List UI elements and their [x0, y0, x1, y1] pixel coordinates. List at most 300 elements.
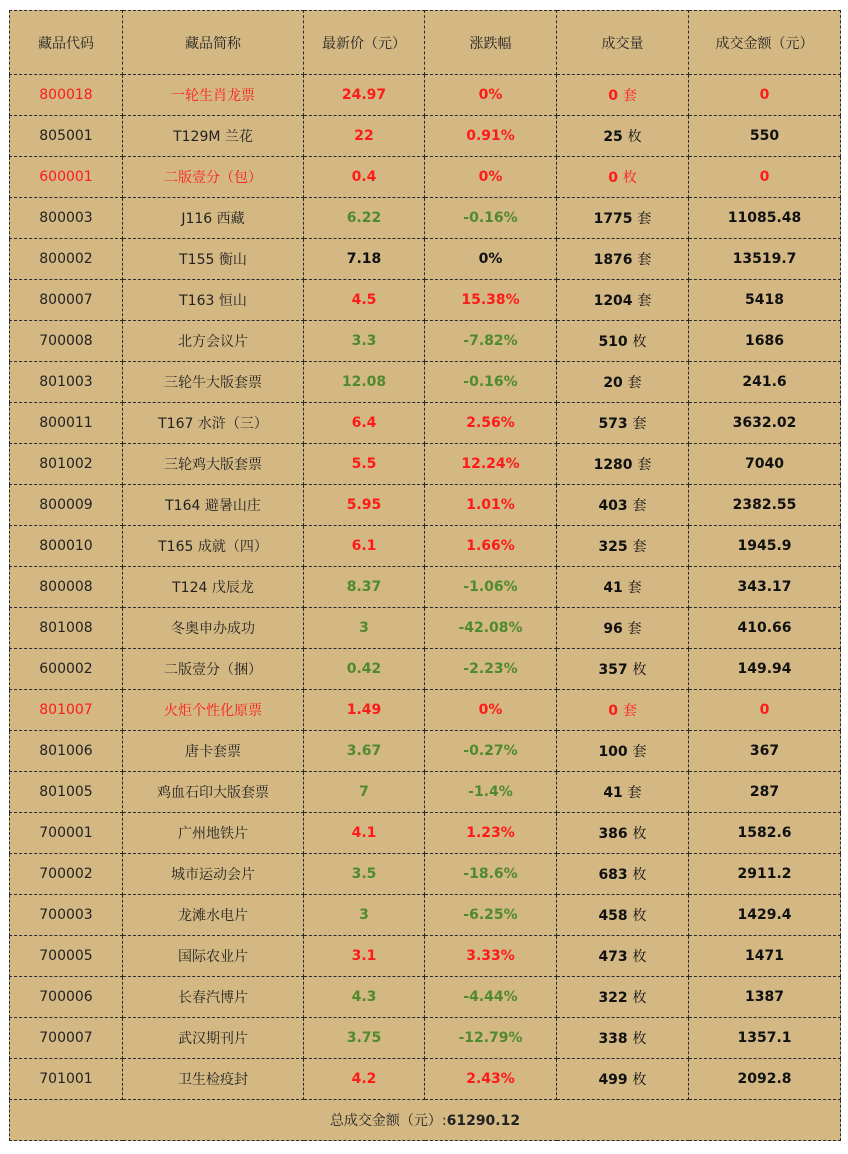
cell-amount — [689, 936, 841, 977]
table-row — [10, 977, 841, 1018]
cell-code — [10, 116, 123, 157]
cell-amount-value: 13519.7 — [732, 251, 797, 267]
cell-price — [304, 567, 425, 608]
cell-code — [10, 813, 123, 854]
cell-volume — [557, 854, 689, 895]
cell-volume — [557, 936, 689, 977]
cell-amount — [689, 280, 841, 321]
cell-name — [123, 854, 304, 895]
cell-change — [425, 772, 557, 813]
cell-change-value: -7.82% — [463, 333, 518, 349]
cell-price — [304, 936, 425, 977]
cell-name-value: 二版壹分（捆） — [164, 662, 262, 678]
cell-amount — [689, 321, 841, 362]
cell-name — [123, 649, 304, 690]
total-amount-value: 61290.12 — [446, 1113, 521, 1129]
quotes-table — [9, 10, 841, 1141]
cell-price-value: 24.97 — [341, 87, 387, 103]
cell-change-value: 1.01% — [466, 497, 515, 513]
cell-change-value: 2.56% — [466, 415, 515, 431]
cell-volume-value: 357 — [598, 662, 628, 678]
cell-code — [10, 157, 123, 198]
cell-amount-value: 2911.2 — [737, 866, 792, 882]
cell-price-value: 0.42 — [346, 661, 382, 677]
cell-code — [10, 1059, 123, 1100]
cell-volume — [557, 608, 689, 649]
cell-name-value: 国际农业片 — [178, 949, 248, 965]
cell-code-value: 800010 — [39, 538, 93, 554]
cell-change-value: 0.91% — [466, 128, 515, 144]
cell-volume-value: 458 — [598, 908, 628, 924]
table-row — [10, 157, 841, 198]
cell-code — [10, 239, 123, 280]
cell-name — [123, 321, 304, 362]
cell-volume-unit: 枚 — [632, 826, 647, 842]
cell-change — [425, 649, 557, 690]
cell-volume — [557, 444, 689, 485]
table-row — [10, 813, 841, 854]
cell-price-value: 7 — [359, 784, 369, 800]
cell-price — [304, 403, 425, 444]
cell-amount — [689, 567, 841, 608]
cell-name-value: 三轮鸡大版套票 — [164, 457, 262, 473]
cell-volume-unit: 枚 — [632, 990, 647, 1006]
cell-volume-unit: 套 — [627, 375, 642, 391]
cell-code-value: 800007 — [39, 292, 93, 308]
cell-volume-value: 573 — [598, 416, 628, 432]
cell-price — [304, 1059, 425, 1100]
cell-amount — [689, 362, 841, 403]
cell-price — [304, 977, 425, 1018]
cell-change — [425, 1059, 557, 1100]
cell-change-value: 0% — [478, 87, 503, 103]
cell-name-value: 唐卡套票 — [185, 744, 241, 760]
cell-name-value: T163 恒山 — [179, 293, 247, 309]
cell-price-value: 4.1 — [351, 825, 377, 841]
cell-code-value: 801007 — [39, 702, 93, 718]
cell-price-value: 4.5 — [351, 292, 377, 308]
table-row — [10, 116, 841, 157]
cell-amount — [689, 895, 841, 936]
header-amount: 成交金额（元） — [689, 11, 841, 75]
cell-amount-value: 1387 — [745, 989, 784, 1005]
cell-amount — [689, 403, 841, 444]
cell-volume — [557, 731, 689, 772]
cell-name-value: 一轮生肖龙票 — [171, 88, 255, 104]
cell-name — [123, 75, 304, 116]
cell-name-value: T167 水浒（三） — [158, 416, 268, 432]
cell-price-value: 6.1 — [351, 538, 377, 554]
cell-name-value: 火炬个性化原票 — [164, 703, 262, 719]
cell-price-value: 3 — [359, 620, 369, 636]
cell-change — [425, 690, 557, 731]
cell-volume — [557, 321, 689, 362]
cell-volume-value: 1204 — [593, 293, 633, 309]
cell-volume — [557, 157, 689, 198]
cell-volume — [557, 485, 689, 526]
total-amount-cell — [10, 1100, 841, 1141]
cell-volume — [557, 198, 689, 239]
cell-price — [304, 895, 425, 936]
cell-volume — [557, 239, 689, 280]
cell-price-value: 0.4 — [351, 169, 377, 185]
cell-change-value: -0.16% — [463, 374, 518, 390]
cell-name — [123, 444, 304, 485]
cell-price — [304, 813, 425, 854]
cell-amount — [689, 485, 841, 526]
cell-code-value: 701001 — [39, 1071, 93, 1087]
cell-change-value: -42.08% — [458, 620, 523, 636]
cell-price-value: 5.5 — [351, 456, 377, 472]
cell-price-value: 1.49 — [346, 702, 382, 718]
cell-name — [123, 895, 304, 936]
cell-amount-value: 1945.9 — [737, 538, 792, 554]
cell-change-value: -18.6% — [463, 866, 518, 882]
cell-amount-value: 7040 — [745, 456, 784, 472]
cell-code — [10, 895, 123, 936]
cell-volume-value: 403 — [598, 498, 628, 514]
table-row — [10, 444, 841, 485]
cell-change — [425, 403, 557, 444]
cell-change — [425, 977, 557, 1018]
cell-volume-value: 499 — [598, 1072, 628, 1088]
cell-name-value: 北方会议片 — [178, 334, 248, 350]
table-row — [10, 772, 841, 813]
cell-code — [10, 526, 123, 567]
cell-change-value: 0% — [478, 251, 503, 267]
cell-name-value: J116 西藏 — [181, 211, 245, 227]
table-row — [10, 321, 841, 362]
cell-volume — [557, 649, 689, 690]
cell-code — [10, 198, 123, 239]
cell-name — [123, 526, 304, 567]
cell-volume-unit: 枚 — [627, 129, 642, 145]
cell-code-value: 800002 — [39, 251, 93, 267]
cell-code-value: 700008 — [39, 333, 93, 349]
cell-change — [425, 854, 557, 895]
table-row — [10, 403, 841, 444]
cell-price — [304, 485, 425, 526]
cell-change-value: 12.24% — [461, 456, 520, 472]
cell-volume-value: 100 — [598, 744, 628, 760]
cell-code — [10, 321, 123, 362]
cell-code-value: 800008 — [39, 579, 93, 595]
cell-change — [425, 75, 557, 116]
cell-volume-unit: 套 — [627, 621, 642, 637]
header-row — [10, 11, 841, 75]
header-name: 藏品简称 — [123, 11, 304, 75]
cell-volume — [557, 403, 689, 444]
cell-code-value: 801008 — [39, 620, 93, 636]
cell-price-value: 6.22 — [346, 210, 382, 226]
cell-change — [425, 526, 557, 567]
cell-change-value: -4.44% — [463, 989, 518, 1005]
cell-change — [425, 731, 557, 772]
cell-volume — [557, 690, 689, 731]
cell-price-value: 12.08 — [341, 374, 387, 390]
cell-name-value: T129M 兰花 — [173, 129, 253, 145]
cell-volume-value: 325 — [598, 539, 628, 555]
cell-volume-value: 338 — [598, 1031, 628, 1047]
cell-change — [425, 895, 557, 936]
cell-name — [123, 813, 304, 854]
cell-volume-value: 1280 — [593, 457, 633, 473]
cell-name — [123, 936, 304, 977]
cell-volume-unit: 枚 — [632, 867, 647, 883]
header-change: 涨跌幅 — [425, 11, 557, 75]
cell-price — [304, 854, 425, 895]
table-row — [10, 362, 841, 403]
cell-name — [123, 198, 304, 239]
cell-price — [304, 321, 425, 362]
cell-amount — [689, 608, 841, 649]
cell-amount-value: 343.17 — [737, 579, 792, 595]
cell-name-value: 冬奥申办成功 — [171, 621, 255, 637]
cell-volume-value: 0 — [608, 88, 618, 104]
cell-amount — [689, 731, 841, 772]
cell-volume — [557, 813, 689, 854]
cell-code — [10, 690, 123, 731]
cell-amount — [689, 526, 841, 567]
cell-code — [10, 854, 123, 895]
cell-name-value: 武汉期刊片 — [178, 1031, 248, 1047]
cell-change-value: -12.79% — [458, 1030, 523, 1046]
cell-volume-unit: 套 — [627, 580, 642, 596]
cell-volume-unit: 套 — [632, 498, 647, 514]
cell-code — [10, 936, 123, 977]
cell-code-value: 700002 — [39, 866, 93, 882]
cell-price — [304, 116, 425, 157]
cell-change-value: 2.43% — [466, 1071, 515, 1087]
cell-amount — [689, 1018, 841, 1059]
cell-amount — [689, 198, 841, 239]
cell-volume-unit: 套 — [632, 539, 647, 555]
cell-amount — [689, 75, 841, 116]
cell-change-value: 0% — [478, 702, 503, 718]
cell-name-value: T164 避暑山庄 — [165, 498, 261, 514]
cell-volume — [557, 567, 689, 608]
cell-amount-value: 149.94 — [737, 661, 792, 677]
cell-price — [304, 772, 425, 813]
cell-change — [425, 321, 557, 362]
cell-amount-value: 0 — [759, 702, 770, 718]
cell-volume-value: 510 — [598, 334, 628, 350]
cell-name-value: 卫生检疫封 — [178, 1072, 248, 1088]
cell-volume-unit: 枚 — [632, 949, 647, 965]
cell-amount-value: 5418 — [745, 292, 784, 308]
cell-name — [123, 362, 304, 403]
cell-price-value: 22 — [354, 128, 374, 144]
cell-volume — [557, 75, 689, 116]
cell-code-value: 700005 — [39, 948, 93, 964]
cell-change-value: -6.25% — [463, 907, 518, 923]
cell-code-value: 700003 — [39, 907, 93, 923]
cell-change-value: 1.23% — [466, 825, 515, 841]
cell-change — [425, 116, 557, 157]
cell-name-value: 三轮牛大版套票 — [164, 375, 262, 391]
cell-code-value: 800009 — [39, 497, 93, 513]
cell-price-value: 8.37 — [346, 579, 382, 595]
cell-price-value: 5.95 — [346, 497, 382, 513]
cell-code-value: 801005 — [39, 784, 93, 800]
table-row — [10, 895, 841, 936]
table-row — [10, 1059, 841, 1100]
cell-volume-value: 683 — [598, 867, 628, 883]
cell-price — [304, 239, 425, 280]
cell-volume-value: 96 — [603, 621, 623, 637]
table-row — [10, 690, 841, 731]
cell-code-value: 801003 — [39, 374, 93, 390]
cell-change — [425, 280, 557, 321]
cell-price — [304, 198, 425, 239]
cell-code — [10, 567, 123, 608]
cell-name — [123, 485, 304, 526]
cell-code — [10, 362, 123, 403]
cell-amount-value: 2092.8 — [737, 1071, 792, 1087]
cell-volume-unit: 套 — [637, 252, 652, 268]
cell-volume-value: 322 — [598, 990, 628, 1006]
cell-amount-value: 3632.02 — [732, 415, 797, 431]
cell-code-value: 600001 — [39, 169, 93, 185]
cell-amount-value: 550 — [749, 128, 780, 144]
cell-price — [304, 526, 425, 567]
cell-code-value: 800018 — [39, 87, 93, 103]
cell-volume-unit: 枚 — [632, 1072, 647, 1088]
cell-amount-value: 11085.48 — [727, 210, 802, 226]
table-row — [10, 854, 841, 895]
cell-change — [425, 608, 557, 649]
cell-name — [123, 403, 304, 444]
cell-code-value: 800003 — [39, 210, 93, 226]
table-row — [10, 649, 841, 690]
cell-change-value: 3.33% — [466, 948, 515, 964]
cell-volume-value: 1775 — [593, 211, 633, 227]
cell-volume-value: 20 — [603, 375, 623, 391]
cell-name-value: 二版壹分（包） — [164, 170, 262, 186]
cell-volume-unit: 套 — [637, 293, 652, 309]
cell-change — [425, 198, 557, 239]
cell-volume-value: 25 — [603, 129, 623, 145]
cell-code — [10, 772, 123, 813]
cell-change-value: -0.16% — [463, 210, 518, 226]
cell-name — [123, 608, 304, 649]
cell-change — [425, 1018, 557, 1059]
cell-change — [425, 936, 557, 977]
cell-volume-value: 473 — [598, 949, 628, 965]
cell-volume — [557, 977, 689, 1018]
cell-price — [304, 608, 425, 649]
cell-amount-value: 1357.1 — [737, 1030, 792, 1046]
cell-change-value: 15.38% — [461, 292, 520, 308]
cell-volume-unit: 套 — [637, 457, 652, 473]
cell-code-value: 801006 — [39, 743, 93, 759]
cell-change — [425, 813, 557, 854]
cell-price — [304, 75, 425, 116]
cell-price-value: 6.4 — [351, 415, 377, 431]
cell-amount — [689, 157, 841, 198]
cell-price-value: 3.5 — [351, 866, 377, 882]
cell-code — [10, 731, 123, 772]
cell-price-value: 3.1 — [351, 948, 377, 964]
cell-code — [10, 280, 123, 321]
cell-volume-unit: 枚 — [622, 170, 637, 186]
cell-volume-value: 0 — [608, 170, 618, 186]
cell-amount-value: 287 — [749, 784, 780, 800]
cell-code-value: 700006 — [39, 989, 93, 1005]
cell-name — [123, 157, 304, 198]
cell-amount — [689, 813, 841, 854]
cell-volume-unit: 枚 — [632, 908, 647, 924]
table-row — [10, 936, 841, 977]
cell-price-value: 3.3 — [351, 333, 377, 349]
cell-code — [10, 608, 123, 649]
cell-name — [123, 567, 304, 608]
cell-amount-value: 410.66 — [737, 620, 792, 636]
cell-name-value: 长春汽博片 — [178, 990, 248, 1006]
cell-code-value: 700007 — [39, 1030, 93, 1046]
cell-volume — [557, 895, 689, 936]
cell-name-value: 广州地铁片 — [178, 826, 248, 842]
cell-price — [304, 1018, 425, 1059]
cell-change-value: -1.06% — [463, 579, 518, 595]
cell-change — [425, 362, 557, 403]
cell-amount-value: 1429.4 — [737, 907, 792, 923]
cell-code — [10, 444, 123, 485]
cell-code-value: 700001 — [39, 825, 93, 841]
table-row — [10, 75, 841, 116]
footer-row — [10, 1100, 841, 1141]
header-code: 藏品代码 — [10, 11, 123, 75]
cell-amount-value: 2382.55 — [732, 497, 797, 513]
cell-volume-unit: 枚 — [632, 1031, 647, 1047]
cell-volume — [557, 1059, 689, 1100]
table-row — [10, 608, 841, 649]
cell-code — [10, 977, 123, 1018]
cell-change — [425, 157, 557, 198]
cell-volume-unit: 套 — [627, 785, 642, 801]
cell-change-value: 1.66% — [466, 538, 515, 554]
cell-volume — [557, 526, 689, 567]
cell-price — [304, 362, 425, 403]
cell-price-value: 4.2 — [351, 1071, 377, 1087]
cell-change-value: -0.27% — [463, 743, 518, 759]
cell-name — [123, 116, 304, 157]
cell-name — [123, 280, 304, 321]
cell-code — [10, 75, 123, 116]
cell-code-value: 801002 — [39, 456, 93, 472]
cell-amount — [689, 772, 841, 813]
cell-amount-value: 1471 — [745, 948, 784, 964]
cell-name-value: T124 戊辰龙 — [172, 580, 254, 596]
cell-volume-unit: 枚 — [632, 334, 647, 350]
cell-amount — [689, 854, 841, 895]
cell-code — [10, 403, 123, 444]
header-volume: 成交量 — [557, 11, 689, 75]
cell-name-value: 龙滩水电片 — [178, 908, 248, 924]
cell-volume-unit: 套 — [632, 744, 647, 760]
cell-price-value: 4.3 — [351, 989, 377, 1005]
cell-name — [123, 731, 304, 772]
cell-amount — [689, 239, 841, 280]
cell-amount-value: 241.6 — [742, 374, 787, 390]
cell-name-value: T155 衡山 — [179, 252, 247, 268]
cell-volume — [557, 116, 689, 157]
cell-change — [425, 485, 557, 526]
cell-code-value: 600002 — [39, 661, 93, 677]
cell-change — [425, 239, 557, 280]
cell-name — [123, 772, 304, 813]
table-row — [10, 198, 841, 239]
